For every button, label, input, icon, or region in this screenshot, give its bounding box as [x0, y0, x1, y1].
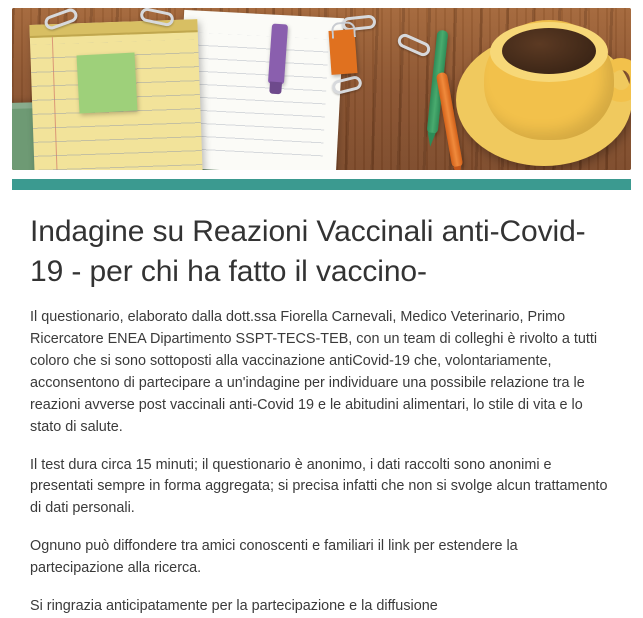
- form-description-paragraph: Il questionario, elaborato dalla dott.ssa Fiorella Carnevali, Medico Veterinario, Primo Ricercatore ENEA Dipartimento SSPT-TECS-TEB, con un team di colleghi è rivolto a tutti coloro che si sono sottoposti alla vaccinazione antiCovid-19 che, volontariamente, acconsentono di partecipare a un'indagine per individuare una possibile relazione tra le reazioni avverse post vaccinali anti-Covid 19 e le abitudini alimentari, lo stile di vita e lo stato di salute.: [30, 309, 598, 435]
- form-content: [0, 190, 643, 618]
- form-title: Indagine su Reazioni Vaccinali anti-Covid-19 - per chi ha fatto il vaccino-: [30, 215, 586, 288]
- accent-divider: [12, 179, 631, 190]
- binder-clip-icon: [328, 29, 357, 75]
- form-description: [30, 307, 613, 618]
- form-description-paragraph: Il test dura circa 15 minuti; il questionario è anonimo, i dati raccolti sono anonimi e presentati sempre in forma aggregata; si precisa infatti che non si svolge alcun trattamento di dati personali.: [30, 456, 608, 517]
- coffee-liquid: [502, 28, 596, 74]
- paper-sheet-lines: [190, 33, 328, 166]
- form-header-image: [12, 8, 631, 170]
- form-description-paragraph: Si ringrazia anticipatamente per la partecipazione e la diffusione: [30, 597, 438, 614]
- form-description-paragraph: Ognuno può diffondere tra amici conoscenti e familiari il link per estendere la partecipazione alla ricerca.: [30, 538, 518, 577]
- sticky-note-icon: [77, 53, 138, 114]
